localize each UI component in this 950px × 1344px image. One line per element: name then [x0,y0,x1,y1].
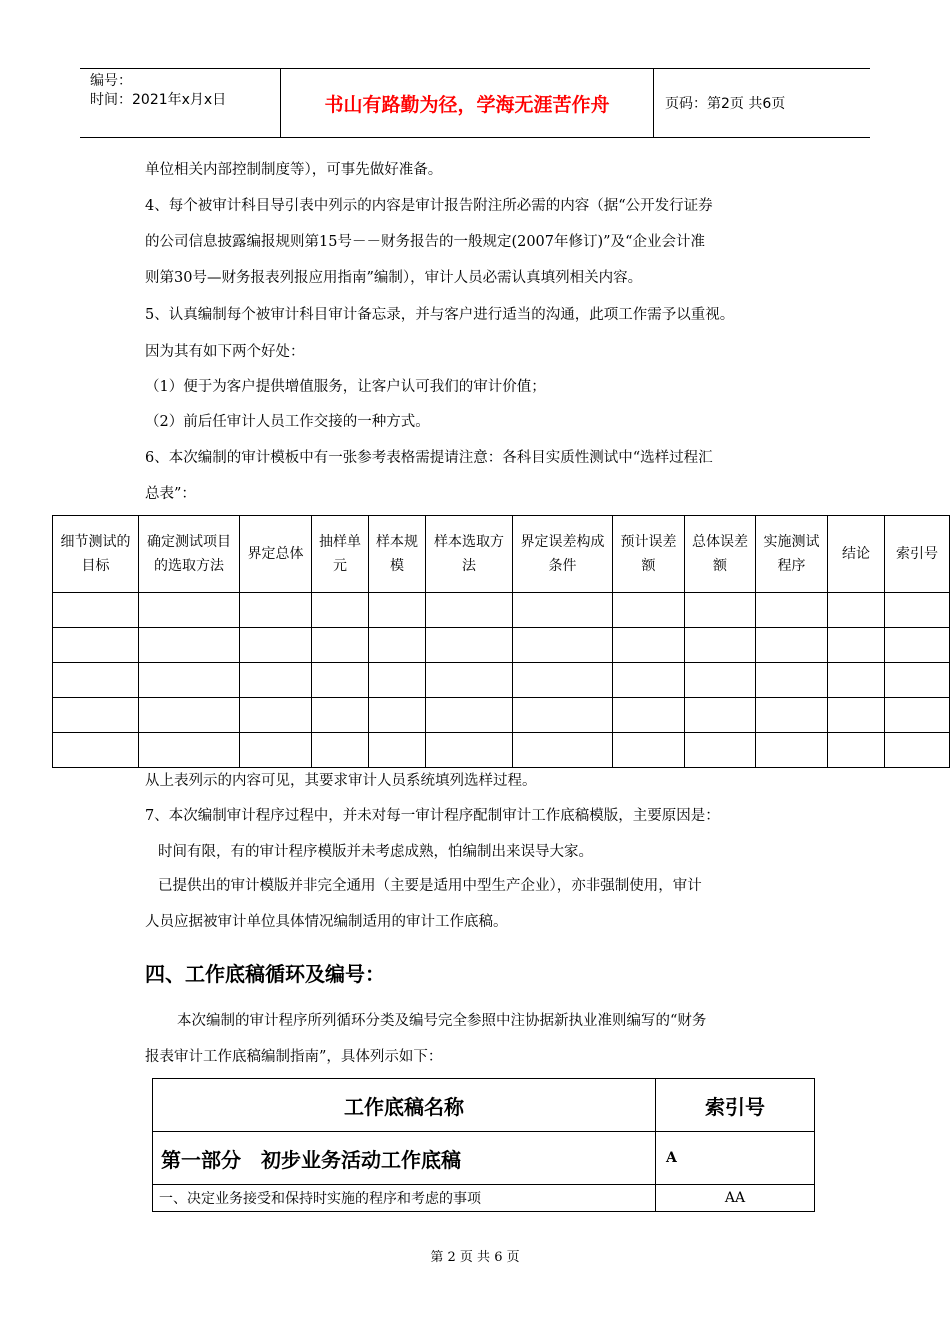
column-header: 确定测试项目的选取方法 [139,516,240,593]
paragraph-line: 时间有限，有的审计程序模版并未考虑成熟，怕编制出来误导大家。 [158,844,593,860]
column-header: 界定误差构成条件 [513,516,613,593]
header-time: 时间：2021年x月x日 [90,92,227,108]
column-header: 结论 [828,516,885,593]
paragraph-line: 5、认真编制每个被审计科目审计备忘录，并与客户进行适当的沟通，此项工作需予以重视。 [145,307,735,323]
paragraph-line: 4、每个被审计科目导引表中列示的内容是审计报告附注所必需的内容（据“公开发行证券 [145,198,713,214]
column-header: 界定总体 [240,516,312,593]
column-header: 抽样单元 [312,516,369,593]
table-row [53,733,950,768]
paragraph-line: 报表审计工作底稿编制指南”，具体列示如下： [145,1049,443,1065]
paragraph-line: 单位相关内部控制制度等），可事先做好准备。 [145,162,443,178]
header-number: 编号： [90,73,132,89]
column-header: 样本规模 [369,516,426,593]
column-header: 工作底稿名称 [153,1079,656,1132]
paragraph-line: 的公司信息披露编报规则第15号－－财务报告的一般规定(2007年修订)”及“企业会计准 [145,234,705,250]
column-header: 细节测试的目标 [53,516,139,593]
section-heading: 四、工作底稿循环及编号： [145,962,385,986]
part-title: 第一部分 初步业务活动工作底稿 [153,1132,656,1185]
paragraph-line: 已提供出的审计模版并非完全通用（主要是适用中型生产企业），亦非强制使用，审计 [158,878,702,894]
paragraph-line: （1）便于为客户提供增值服务，让客户认可我们的审计价值； [145,379,546,395]
column-header: 样本选取方法 [426,516,513,593]
header-divider [653,69,654,137]
paragraph-line: 因为其有如下两个好处： [145,344,305,360]
table-row [53,663,950,698]
paragraph-line: （2）前后任审计人员工作交接的一种方式。 [145,414,430,430]
table-row [153,1132,815,1185]
index-cell: AA [656,1185,815,1212]
paragraph-line: 从上表列示的内容可见，其要求审计人员系统填列选样过程。 [145,773,537,789]
page-footer: 第 2 页 共 6 页 [430,1250,520,1265]
column-header: 预计误差额 [613,516,685,593]
item-name: 一、决定业务接受和保持时实施的程序和考虑的事项 [153,1185,656,1212]
paragraph-line: 本次编制的审计程序所列循环分类及编号完全参照中注协据新执业准则编写的“财务 [177,1013,707,1029]
column-header: 实施测试程序 [756,516,828,593]
column-header: 索引号 [656,1079,815,1132]
table-header-row [53,516,950,593]
paragraph-line: 总表”： [145,486,196,502]
page-header [80,68,870,138]
table-header-row [153,1079,815,1132]
header-motto: 书山有路勤为径，学海无涯苦作舟 [324,93,610,116]
table-row [153,1185,815,1212]
paragraph-line: 则第30号—财务报表列报应用指南”编制），审计人员必需认真填列相关内容。 [145,270,643,286]
paragraph-line: 人员应据被审计单位具体情况编制适用的审计工作底稿。 [145,914,508,930]
paragraph-line: 6、本次编制的审计模板中有一张参考表格需提请注意：各科目实质性测试中“选样过程汇 [145,450,713,466]
paragraph-line: 7、本次编制审计程序过程中，并未对每一审计程序配制审计工作底稿模版，主要原因是： [145,808,720,824]
table-row [53,628,950,663]
column-header: 总体误差额 [685,516,756,593]
table-row [53,698,950,733]
table-row [53,593,950,628]
header-meta [90,72,280,110]
index-cell: A [656,1132,815,1185]
sampling-summary-table [52,515,950,768]
column-header: 索引号 [885,516,950,593]
header-page-number: 页码：第2页 共6页 [665,96,786,112]
workpaper-index-table [152,1078,815,1212]
